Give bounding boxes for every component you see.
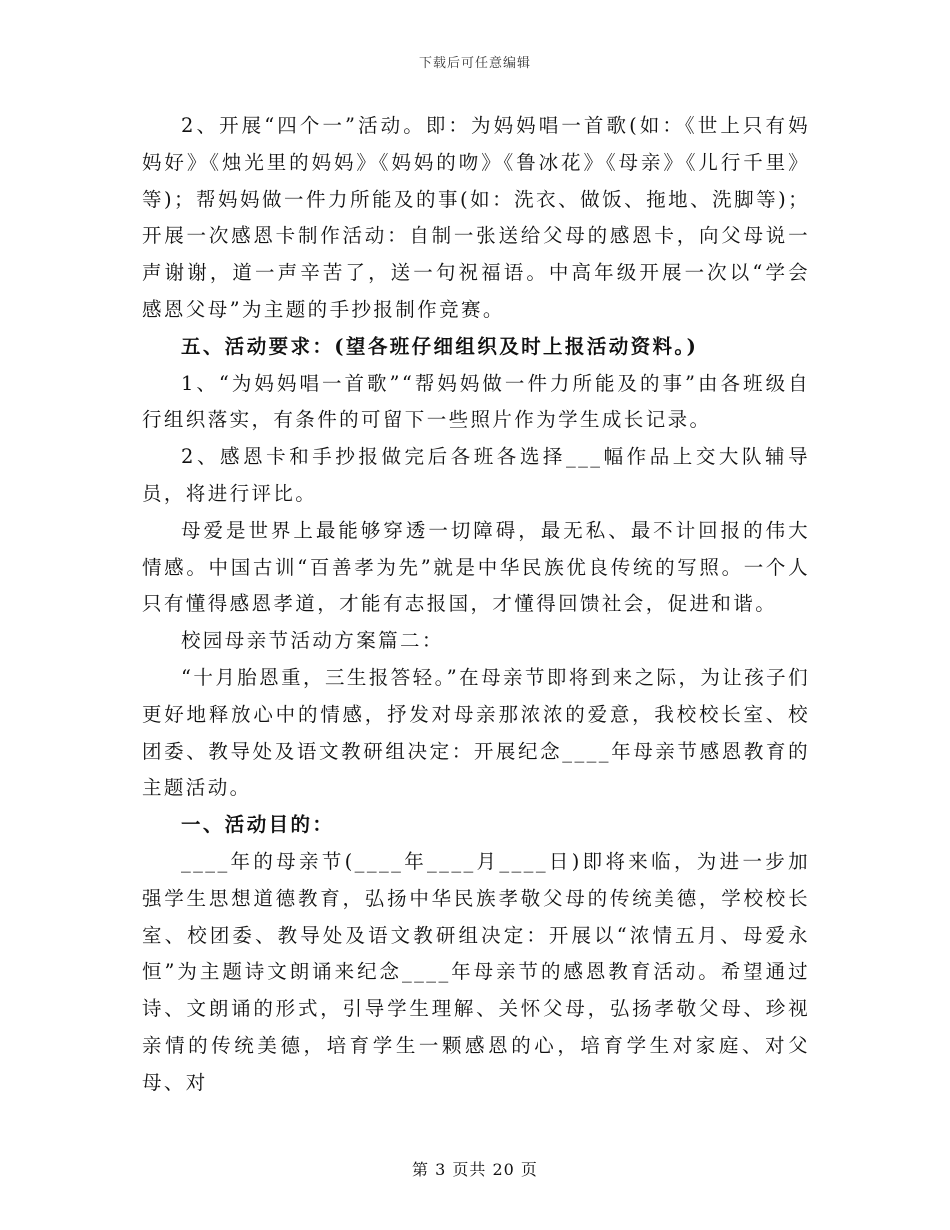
- paragraph-plan-two-title: 校园母亲节活动方案篇二：: [181, 629, 444, 653]
- heading-activity-purpose: 一、活动目的：: [181, 813, 335, 837]
- paragraph-requirement-1: 1、“为妈妈唱一首歌”“帮妈妈做一件力所能及的事”由各班级自行组织落实，有条件的可留下一些照片作为学生成长记录。: [142, 371, 810, 432]
- paragraph-requirement-2: 2、感恩卡和手抄报做完后各班各选择___幅作品上交大队辅导员，将进行评比。: [142, 445, 810, 505]
- heading-activity-requirements: 五、活动要求：(望各班仔细组织及时上报活动资料。): [181, 334, 699, 358]
- paragraph-mother-love: 母爱是世界上最能够穿透一切障碍，最无私、最不计回报的伟大情感。中国古训“百善孝为先”就是中华民族优良传统的写照。一个人只有懂得感恩孝道，才能有志报国，才懂得回馈社会，促进和谐。: [142, 518, 810, 616]
- paragraph-plan-two-intro: “十月胎恩重，三生报答轻。”在母亲节即将到来之际，为让孩子们更好地释放心中的情感，抒发对母亲那浓浓的爱意，我校校长室、校团委、教导处及语文教研组决定：开展纪念____年母亲节感恩教育的主题活动。: [142, 665, 810, 800]
- page-footer: 第 3 页共 20 页: [412, 1160, 538, 1179]
- document-body: [142, 108, 810, 1102]
- page-header: 下载后可任意编辑: [418, 56, 531, 71]
- paragraph-activity-purpose: ____年的母亲节(____年____月____日)即将来临，为进一步加强学生思想道德教育，弘扬中华民族孝敬父母的传统美德，学校校长室、校团委、教导处及语文教研组决定：开展以“浓情五月、母爱永恒”为主题诗文朗诵来纪念____年母亲节的感恩教育活动。希望通过诗、文朗诵的形式，引导学生理解、关怀父母，弘扬孝敬父母、珍视亲情的传统美德，培育学生一颗感恩的心，培育学生对家庭、对父母、对: [142, 849, 810, 1094]
- paragraph-activity-four-ones: 2、开展“四个一”活动。即：为妈妈唱一首歌(如：《世上只有妈妈好》《烛光里的妈妈》《妈妈的吻》《鲁冰花》《母亲》《儿行千里》等)；帮妈妈做一件力所能及的事(如：洗衣、做饭、拖地、洗脚等)；开展一次感恩卡制作活动：自制一张送给父母的感恩卡，向父母说一声谢谢，道一声辛苦了，送一句祝福语。中高年级开展一次以“学会感恩父母”为主题的手抄报制作竞赛。: [142, 114, 810, 321]
